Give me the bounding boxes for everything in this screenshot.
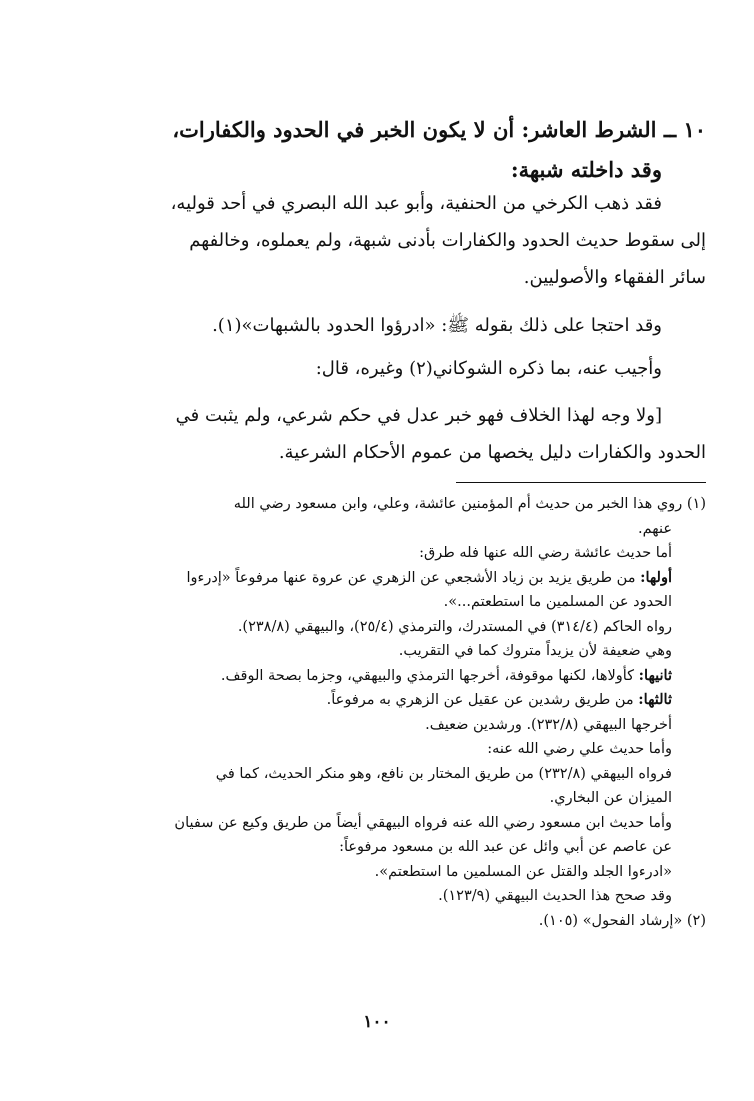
paragraph-1 [96,185,706,296]
footnote-line: رواه الحاكم (٣١٤/٤) في المستدرك، والترمذي (٢٥/٤)، والبيهقي (٢٣٨/٨). [237,618,672,635]
paragraph-2-line: وقد احتجا على ذلك بقوله ﷺ: «ادرؤوا الحدود بالشبهات»(١). [212,315,662,336]
paragraph-2 [96,307,706,344]
footnote-line: الميزان عن البخاري. [549,790,672,806]
heading-line-1: ١٠ ــ الشرط العاشر: أن لا يكون الخبر في الحدود والكفارات، [172,117,706,142]
quote-paragraph [96,397,706,471]
footnote-1-line: عنهم. [638,520,672,537]
footnote-line [96,566,706,591]
footnotes [96,492,706,933]
footnote-line: أخرجها البيهقي (٢٣٢/٨). ورشدين ضعيف. [425,716,672,733]
page-number: ١٠٠ [363,1012,391,1032]
paragraph-1-line: سائر الفقهاء والأصوليين. [523,267,706,288]
quote-line: [ولا وجه لهذا الخلاف فهو خبر عدل في حكم شرعي، ولم يثبت في [175,405,662,426]
footnote-line: عن عاصم عن أبي وائل عن عبد الله بن مسعود مرفوعاً: [339,839,672,855]
paragraph-3-line: وأجيب عنه، بما ذكره الشوكاني(٢) وغيره، قال: [315,358,662,379]
second-route-text: كأولاها، لكنها موقوفة، أخرجها الترمذي والبيهقي، وجزما بصحة الوقف. [220,667,639,684]
footnote-line [96,688,706,713]
footnote-line: وقد صحح هذا الحديث البيهقي (١٢٣/٩). [438,888,672,904]
footnote-line: «ادرءوا الجلد والقتل عن المسلمين ما استطعتم». [374,863,672,880]
heading-line-2: وقد داخلته شبهة: [510,157,662,182]
paragraph-1-line: إلى سقوط حديث الحدود والكفارات بأدنى شبهة، ولم يعملوه، وخالفهم [189,230,706,251]
footnote-line: وهي ضعيفة لأن يزيداً متروك كما في التقريب. [398,643,672,659]
footnote-line: أما حديث عائشة رضي الله عنها فله طرق: [419,545,672,561]
section-heading [96,110,706,190]
paragraph-3 [96,350,706,387]
footnote-line: وأما حديث علي رضي الله عنه: [487,741,672,757]
paragraph-1-line: فقد ذهب الكرخي من الحنفية، وأبو عبد الله البصري في أحد قوليه، [170,193,662,214]
footnote-1-line: (١) روي هذا الخبر من حديث أم المؤمنين عائشة، وعلي، وابن مسعود رضي الله [233,496,706,512]
footnote-line: وأما حديث ابن مسعود رضي الله عنه فرواه البيهقي أيضاً من طريق وكيع عن سفيان [174,814,672,831]
first-route-text: من طريق يزيد بن زياد الأشجعي عن الزهري عن عروة عنها مرفوعاً «إدرءوا [186,569,641,586]
footnote-line: فرواه البيهقي (٢٣٢/٨) من طريق المختار بن نافع، وهو منكر الحديث، كما في [215,765,672,782]
third-route-text: من طريق رشدين عن عقيل عن الزهري به مرفوعاً. [326,692,639,708]
third-route-label: ثالثها: [638,691,672,708]
footnote-separator [456,482,706,483]
first-route-label: أولها: [640,568,672,586]
footnote-2-line: (٢) «إرشاد الفحول» (١٠٥). [538,912,706,929]
quote-line: الحدود والكفارات دليل يخصها من عموم الأحكام الشرعية. [278,442,706,463]
footnote-line: الحدود عن المسلمين ما استطعتم...». [443,594,672,610]
second-route-label: ثانيها: [638,666,672,684]
footnote-line [96,664,706,689]
